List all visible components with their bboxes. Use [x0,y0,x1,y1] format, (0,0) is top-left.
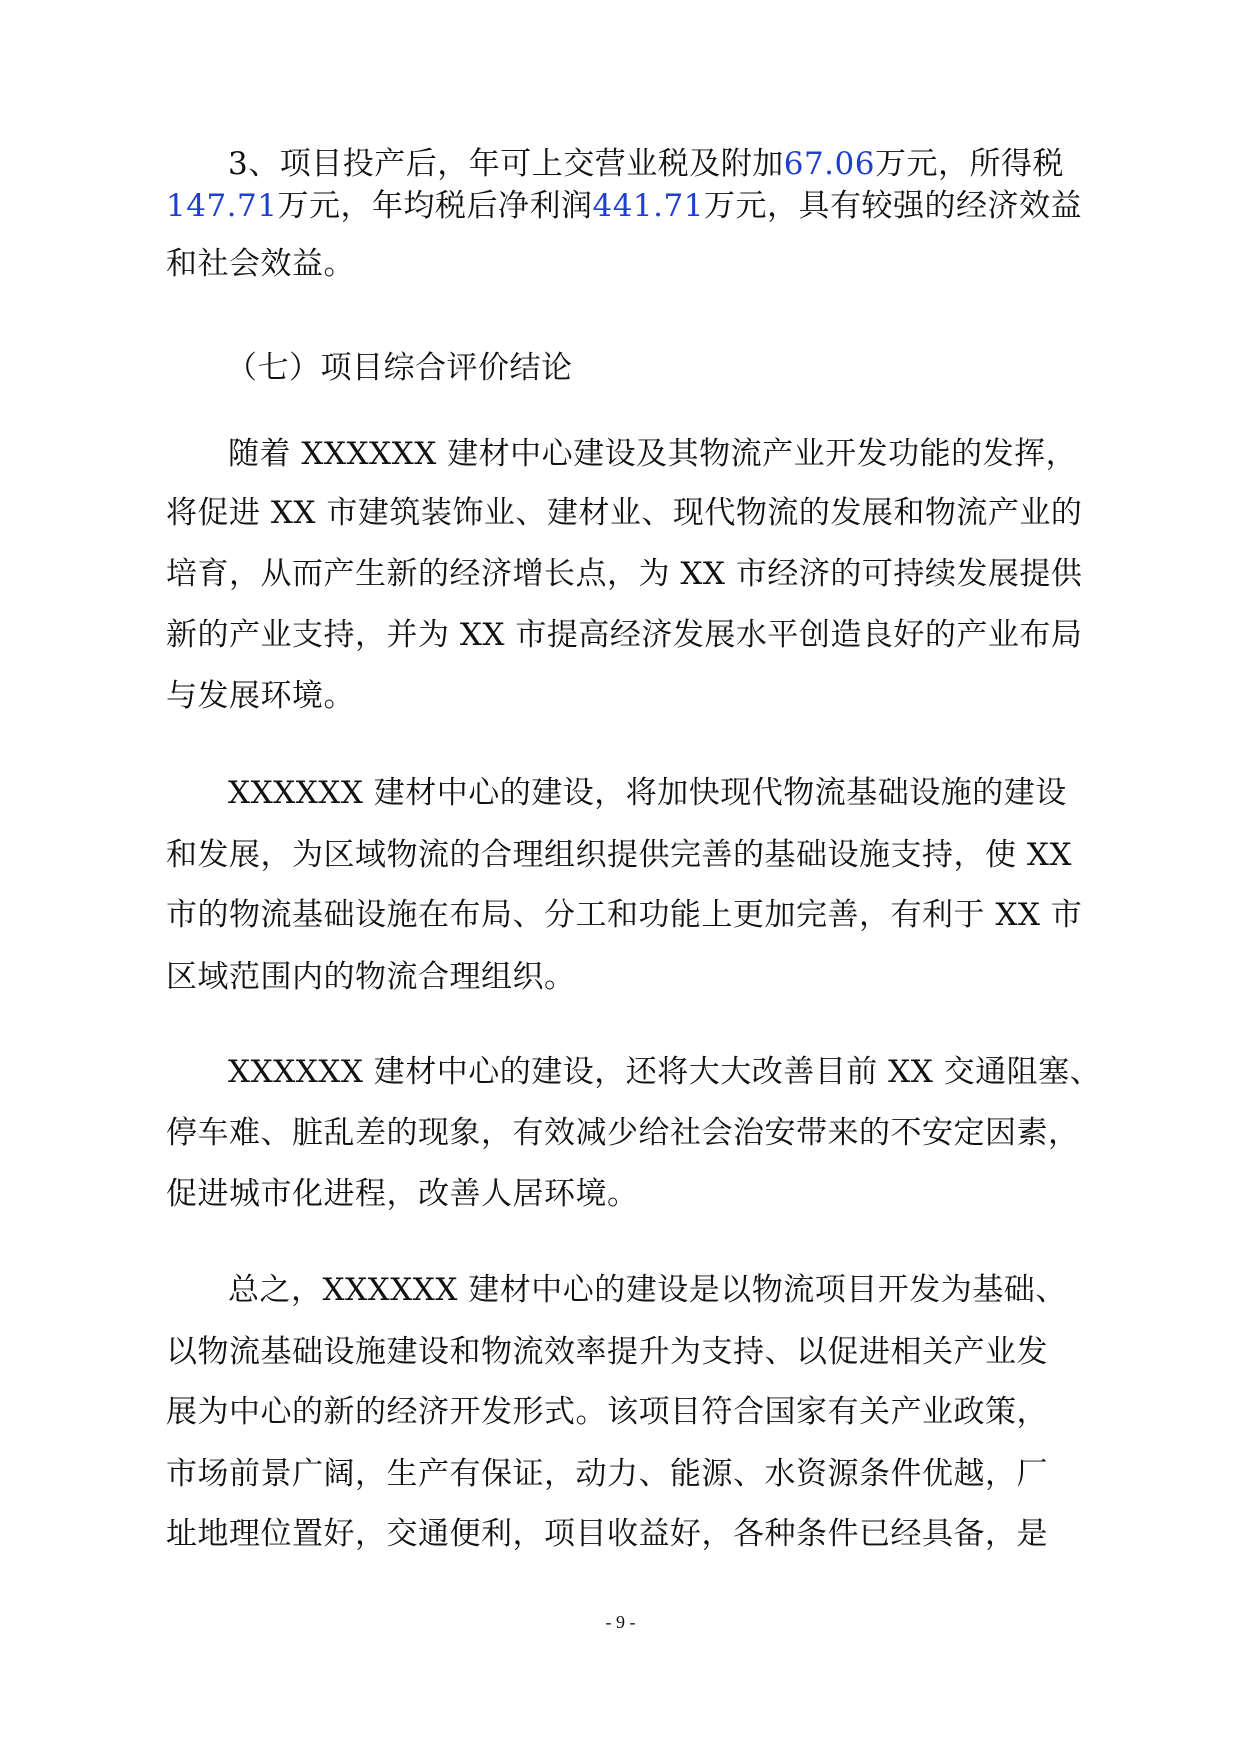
paragraph-a-line-3: 培育，从而产生新的经济增长点，为 XX 市经济的可持续发展提供 [166,556,1083,592]
page-number: - 9 - [605,1612,636,1632]
profit-value: 441.71 [592,188,704,224]
text: 3、项目投产后，年可上交营业税及附加 [228,146,784,182]
paragraph-a-line-2: 将促进 XX 市建筑装饰业、建材业、现代物流的发展和物流产业的 [166,495,1083,531]
paragraph-d-line-3: 展为中心的新的经济开发形式。该项目符合国家有关产业政策， [166,1394,1048,1430]
paragraph-a-line-5: 与发展环境。 [166,678,355,714]
section-heading: （七）项目综合评价结论 [226,350,573,386]
paragraph-d-line-5: 址地理位置好，交通便利，项目收益好，各种条件已经具备，是 [166,1516,1048,1552]
paragraph-b-line-4: 区域范围内的物流合理组织。 [166,959,576,995]
paragraph-3-line-2 [166,184,1106,228]
paragraph-3-line-1 [228,142,1108,186]
paragraph-d-line-4: 市场前景广阔，生产有保证，动力、能源、水资源条件优越，厂 [166,1456,1048,1492]
text: 万元，所得税 [874,146,1064,182]
paragraph-c-line-3: 促进城市化进程，改善人居环境。 [166,1176,639,1212]
tax-value: 67.06 [783,146,875,182]
income-tax-value: 147.71 [166,188,278,224]
paragraph-a-line-4: 新的产业支持，并为 XX 市提高经济发展水平创造良好的产业布局 [166,617,1083,653]
paragraph-b-line-2: 和发展，为区域物流的合理组织提供完善的基础设施支持，使 XX [166,837,1072,873]
paragraph-d-line-2: 以物流基础设施建设和物流效率提升为支持、以促进相关产业发 [166,1334,1048,1370]
paragraph-b-line-1: XXXXXX 建材中心的建设，将加快现代物流基础设施的建设 [228,775,1067,811]
text: 万元，年均税后净利润 [277,188,593,224]
paragraph-b-line-3: 市的物流基础设施在布局、分工和功能上更加完善，有利于 XX 市 [166,897,1083,933]
text: 万元，具有较强的经济效益 [703,188,1082,224]
paragraph-c-line-2: 停车难、脏乱差的现象，有效减少给社会治安带来的不安定因素， [166,1115,1080,1151]
paragraph-d-line-1: 总之，XXXXXX 建材中心的建设是以物流项目开发为基础、 [228,1272,1067,1308]
paragraph-a-line-1: 随着 XXXXXX 建材中心建设及其物流产业开发功能的发挥， [228,436,1078,472]
paragraph-c-line-1: XXXXXX 建材中心的建设，还将大大改善目前 XX 交通阻塞、 [228,1054,1102,1090]
paragraph-3-line-3: 和社会效益。 [166,246,355,282]
